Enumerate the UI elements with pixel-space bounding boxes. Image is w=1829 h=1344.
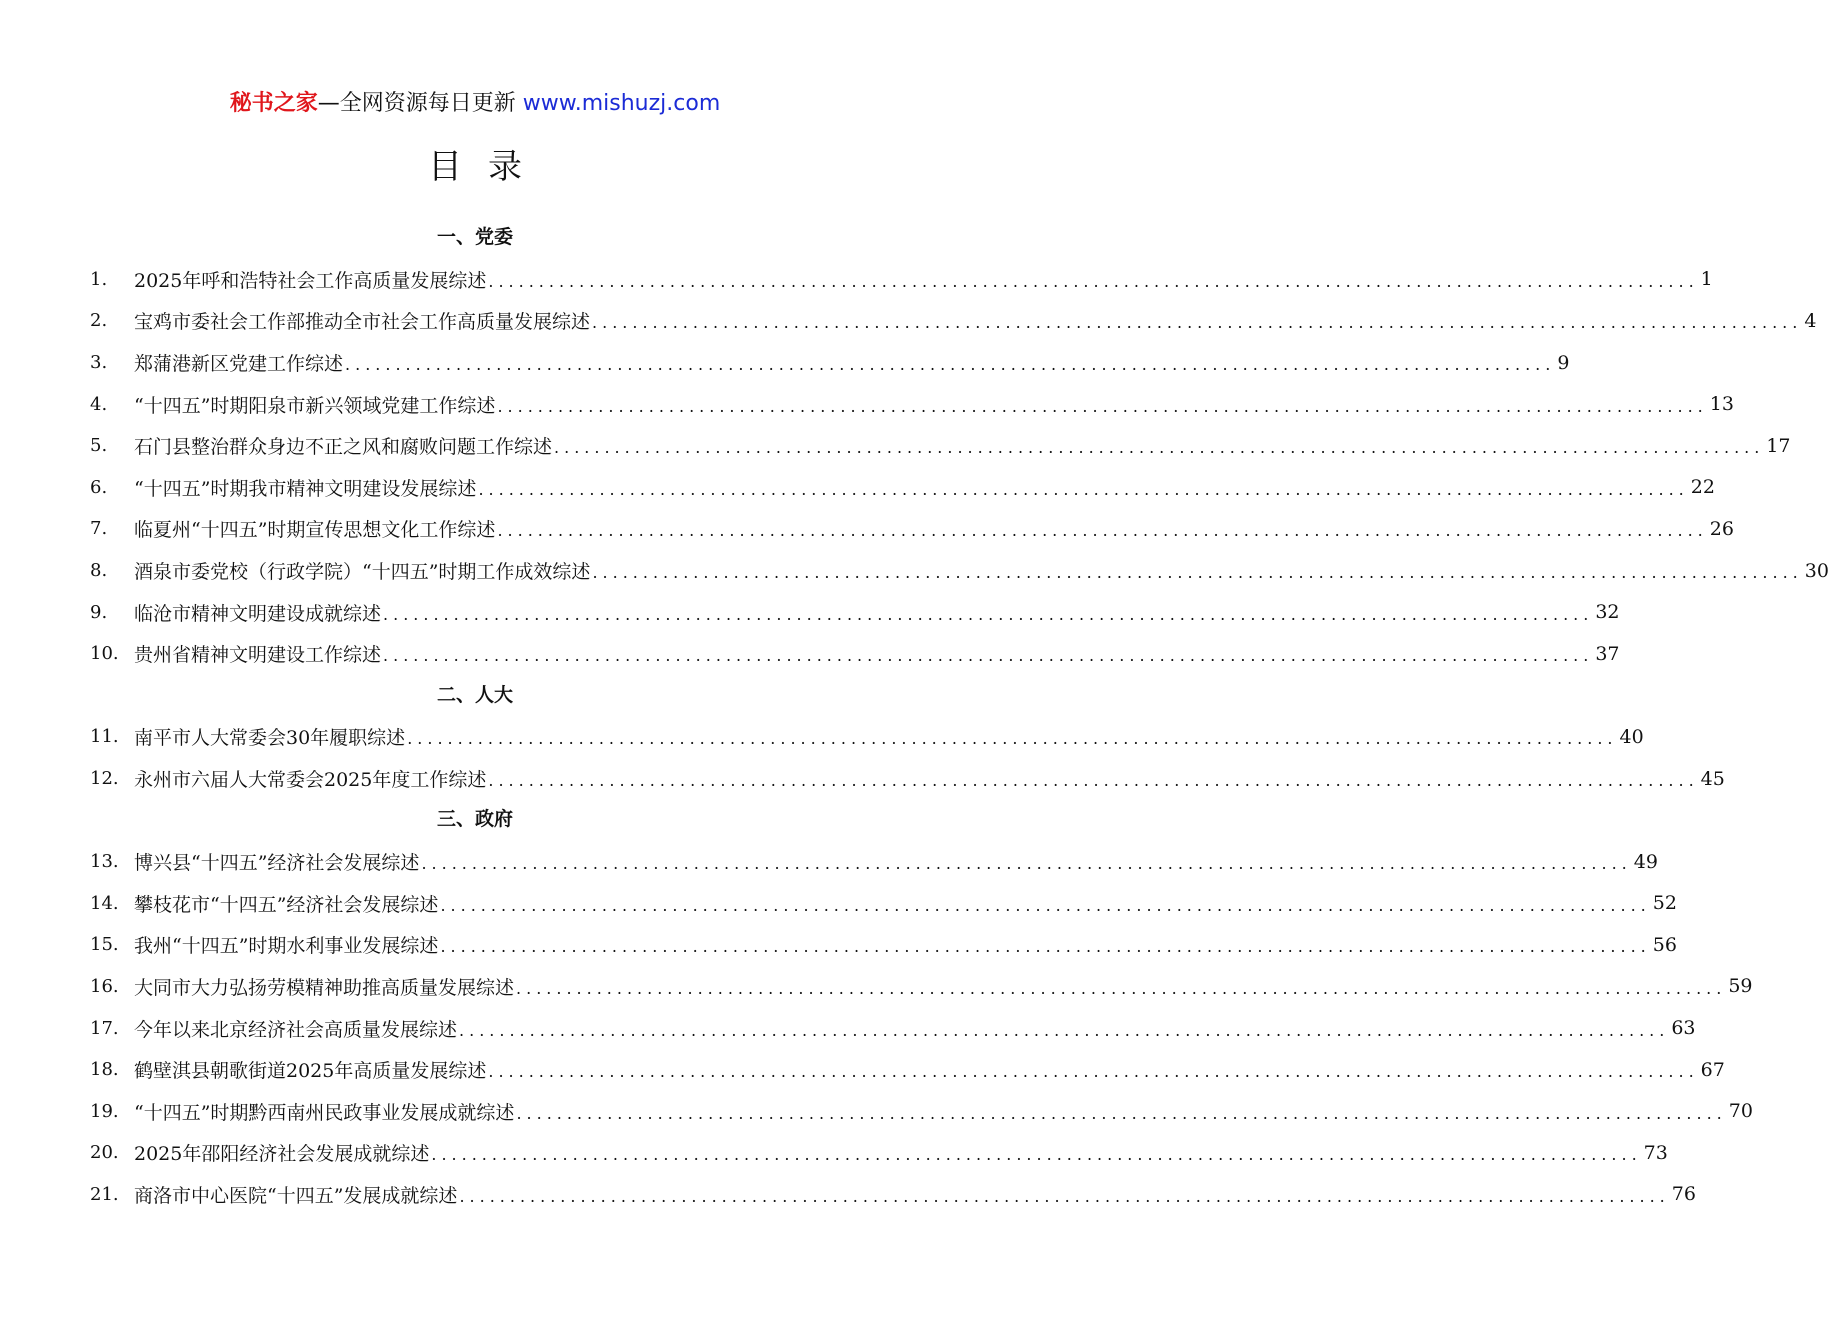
toc-entry[interactable]	[90, 966, 1753, 1008]
entry-title: 南平市人大常委会30年履职综述	[134, 727, 406, 750]
dot-leader: ........................................................................................................................	[516, 1103, 1727, 1123]
dot-leader: ........................................................................................................................	[345, 355, 1556, 375]
entry-title: 鹤壁淇县朝歌街道2025年高质量发展综述	[134, 1060, 487, 1083]
dot-leader: ........................................................................................................................	[421, 854, 1632, 874]
dot-leader: ........................................................................................................................	[459, 1186, 1670, 1206]
entry-page-number: 67	[1700, 1058, 1725, 1081]
toc-entry[interactable]	[90, 259, 1713, 301]
entry-page-number: 70	[1728, 1100, 1753, 1123]
dot-leader: ........................................................................................................................	[488, 1062, 1699, 1082]
entry-number: 15.	[90, 934, 119, 956]
entry-page-number: 26	[1709, 517, 1734, 540]
entry-title: “十四五”时期黔西南州民政事业发展成就综述	[134, 1101, 515, 1124]
toc-entry[interactable]	[90, 841, 1658, 883]
entry-page-number: 1	[1700, 268, 1713, 291]
entry-title: “十四五”时期阳泉市新兴领域党建工作综述	[134, 394, 496, 417]
entry-number: 3.	[90, 352, 108, 374]
banner-slogan: —全网资源每日更新	[317, 91, 523, 116]
entry-number: 2.	[90, 310, 108, 332]
site-url-link[interactable]: www.mishuzj.com	[522, 91, 721, 116]
entry-page-number: 63	[1671, 1017, 1696, 1040]
entry-page-number: 73	[1643, 1141, 1668, 1164]
section-heading: 一、党委	[436, 226, 513, 248]
entry-number: 6.	[90, 476, 108, 498]
section-heading: 二、人大	[436, 683, 513, 706]
entry-number: 20.	[90, 1142, 119, 1164]
entry-page-number: 37	[1595, 642, 1620, 665]
entry-title: 石门县整治群众身边不正之风和腐败问题工作综述	[134, 436, 553, 459]
entry-page-number: 22	[1690, 476, 1715, 499]
entry-page-number: 9	[1557, 351, 1570, 374]
toc-entry[interactable]	[90, 467, 1715, 509]
entry-number: 13.	[90, 851, 119, 873]
entry-title: 大同市大力弘扬劳模精神助推高质量发展综述	[134, 976, 515, 999]
entry-page-number: 4	[1804, 309, 1817, 332]
entry-page-number: 56	[1652, 933, 1677, 956]
entry-number: 21.	[90, 1183, 119, 1205]
entry-title: 攀枝花市“十四五”经济社会发展综述	[134, 893, 439, 916]
toc-entry[interactable]	[90, 508, 1734, 550]
entry-number: 9.	[90, 601, 108, 623]
dot-leader: ........................................................................................................................	[592, 313, 1803, 333]
toc-entry[interactable]	[90, 591, 1620, 633]
entry-page-number: 40	[1619, 725, 1644, 748]
dot-leader: ........................................................................................................................	[407, 729, 1618, 749]
entry-number: 10.	[90, 643, 119, 665]
dot-leader: ........................................................................................................................	[488, 271, 1699, 291]
entry-title: “十四五”时期我市精神文明建设发展综述	[134, 477, 477, 500]
entry-page-number: 52	[1652, 892, 1677, 915]
entry-number: 16.	[90, 975, 119, 997]
entry-number: 17.	[90, 1017, 119, 1039]
toc-entry[interactable]	[90, 716, 1644, 758]
entry-page-number: 45	[1700, 767, 1725, 790]
toc-entry[interactable]	[90, 758, 1725, 800]
entry-page-number: 30	[1804, 559, 1829, 582]
entry-number: 8.	[90, 560, 108, 582]
dot-leader: ........................................................................................................................	[383, 604, 1594, 624]
toc-entry[interactable]	[90, 1132, 1668, 1174]
toc-entry[interactable]	[90, 1007, 1696, 1049]
dot-leader: ........................................................................................................................	[488, 771, 1699, 791]
entry-page-number: 32	[1595, 601, 1620, 624]
entry-page-number: 49	[1633, 850, 1658, 873]
toc-entry[interactable]	[90, 383, 1734, 425]
entry-title: 商洛市中心医院“十四五”发展成就综述	[134, 1184, 458, 1207]
entry-title: 宝鸡市委社会工作部推动全市社会工作高质量发展综述	[134, 311, 591, 334]
table-of-contents	[90, 217, 1829, 1215]
entry-number: 4.	[90, 393, 108, 415]
toc-title: 目录	[428, 147, 548, 187]
brand-name: 秘书之家	[229, 91, 318, 116]
dot-leader: ........................................................................................................................	[440, 895, 1651, 915]
entry-number: 1.	[90, 268, 108, 290]
dot-leader: ........................................................................................................................	[516, 978, 1727, 998]
dot-leader: ........................................................................................................................	[431, 1145, 1642, 1165]
entry-title: 博兴县“十四五”经济社会发展综述	[134, 852, 420, 875]
entry-title: 临沧市精神文明建设成就综述	[134, 602, 382, 625]
toc-entry[interactable]	[90, 1090, 1753, 1132]
dot-leader: ........................................................................................................................	[554, 438, 1765, 458]
dot-leader: ........................................................................................................................	[592, 563, 1803, 583]
dot-leader: ........................................................................................................................	[497, 396, 1708, 416]
site-banner	[0, 88, 950, 120]
toc-entry[interactable]	[90, 300, 1817, 342]
entry-page-number: 76	[1671, 1183, 1696, 1206]
entry-title: 今年以来北京经济社会高质量发展综述	[134, 1018, 458, 1041]
toc-entry[interactable]	[90, 924, 1677, 966]
section-heading: 三、政府	[436, 808, 513, 831]
entry-number: 12.	[90, 768, 119, 790]
entry-title: 酒泉市委党校（行政学院）“十四五”时期工作成效综述	[134, 561, 591, 584]
entry-page-number: 13	[1709, 393, 1734, 416]
entry-title: 我州“十四五”时期水利事业发展综述	[134, 935, 439, 958]
dot-leader: ........................................................................................................................	[440, 937, 1651, 957]
dot-leader: ........................................................................................................................	[383, 646, 1594, 666]
entry-number: 11.	[90, 726, 119, 748]
entry-title: 临夏州“十四五”时期宣传思想文化工作综述	[134, 519, 496, 542]
entry-page-number: 59	[1728, 975, 1753, 998]
toc-entry[interactable]	[90, 883, 1677, 925]
toc-entry[interactable]	[90, 342, 1570, 384]
entry-number: 7.	[90, 518, 108, 540]
entry-title: 郑蒲港新区党建工作综述	[134, 353, 344, 376]
toc-entry[interactable]	[90, 1049, 1725, 1091]
entry-title: 2025年呼和浩特社会工作高质量发展综述	[134, 269, 487, 292]
entry-title: 贵州省精神文明建设工作综述	[134, 644, 382, 667]
entry-number: 19.	[90, 1100, 119, 1122]
entry-title: 2025年邵阳经济社会发展成就综述	[134, 1143, 430, 1166]
dot-leader: ........................................................................................................................	[497, 521, 1708, 541]
entry-number: 18.	[90, 1059, 119, 1081]
dot-leader: ........................................................................................................................	[478, 479, 1689, 499]
toc-entry[interactable]	[90, 425, 1791, 467]
toc-entry[interactable]	[90, 550, 1829, 592]
entry-title: 永州市六届人大常委会2025年度工作综述	[134, 769, 487, 792]
entry-page-number: 17	[1766, 434, 1791, 457]
dot-leader: ........................................................................................................................	[459, 1020, 1670, 1040]
entry-number: 14.	[90, 892, 119, 914]
toc-entry[interactable]	[90, 1174, 1696, 1216]
entry-number: 5.	[90, 435, 108, 457]
toc-entry[interactable]	[90, 633, 1620, 675]
